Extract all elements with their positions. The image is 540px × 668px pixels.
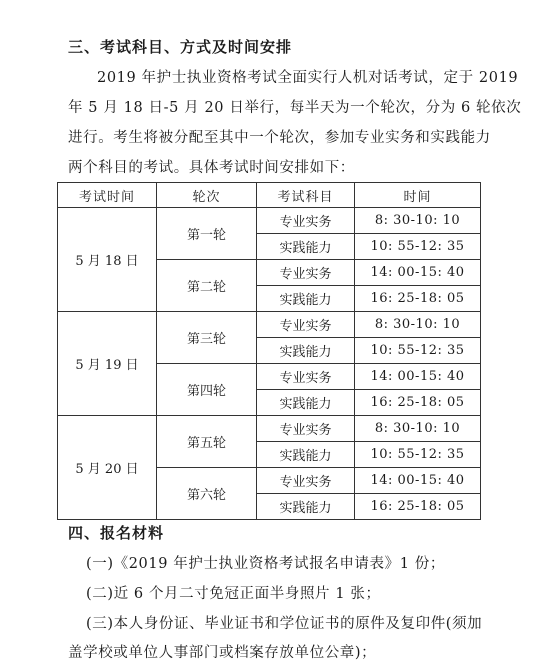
header-round: 轮次 [157,183,257,208]
paragraph-line: 年 5 月 18 日-5 月 20 日举行，每半天为一个轮次，分为 6 轮依次 [68,100,522,116]
subject-cell: 专业实务 [257,312,355,338]
round-cell: 第三轮 [157,312,257,364]
round-cell: 第六轮 [157,468,257,520]
subject-cell: 实践能力 [257,390,355,416]
round-cell: 第四轮 [157,364,257,416]
header-time: 时间 [355,183,481,208]
subject-cell: 专业实务 [257,364,355,390]
list-item: (二)近 6 个月二寸免冠正面半身照片 1 张； [86,586,381,602]
time-cell: 10: 55-12: 35 [355,442,481,468]
time-cell: 14: 00-15: 40 [355,364,481,390]
time-cell: 8: 30-10: 10 [355,208,481,234]
subject-cell: 实践能力 [257,234,355,260]
time-cell: 10: 55-12: 35 [355,338,481,364]
date-cell: 5 月 20 日 [58,416,157,520]
list-item: 盖学校或单位人事部门或档案存放单位公章)； [68,645,377,661]
subject-cell: 专业实务 [257,468,355,494]
subject-cell: 实践能力 [257,494,355,520]
round-cell: 第一轮 [157,208,257,260]
section4-heading: 四、报名材料 [68,524,165,542]
time-cell: 16: 25-18: 05 [355,286,481,312]
subject-cell: 专业实务 [257,416,355,442]
table-row [58,416,481,442]
paragraph-line: 两个科目的考试。具体考试时间安排如下： [68,160,355,176]
date-cell: 5 月 18 日 [58,208,157,312]
subject-cell: 实践能力 [257,338,355,364]
date-cell: 5 月 19 日 [58,312,157,416]
table-row [58,312,481,338]
subject-cell: 实践能力 [257,286,355,312]
header-exam-date: 考试时间 [58,183,157,208]
time-cell: 8: 30-10: 10 [355,416,481,442]
list-item: (一)《2019 年护士执业资格考试报名申请表》1 份； [86,556,445,572]
round-cell: 第二轮 [157,260,257,312]
paragraph-line: 进行。考生将被分配至其中一个轮次，参加专业实务和实践能力 [68,130,491,146]
paragraph-line: 2019 年护士执业资格考试全面实行人机对话考试，定于 2019 [97,70,519,86]
header-subject: 考试科目 [257,183,355,208]
list-item: (三)本人身份证、毕业证书和学位证书的原件及复印件(须加 [86,616,483,632]
subject-cell: 实践能力 [257,442,355,468]
subject-cell: 专业实务 [257,260,355,286]
exam-schedule-table [57,182,481,520]
time-cell: 8: 30-10: 10 [355,312,481,338]
time-cell: 16: 25-18: 05 [355,494,481,520]
round-cell: 第五轮 [157,416,257,468]
time-cell: 14: 00-15: 40 [355,260,481,286]
table-header-row [58,183,481,208]
section3-heading: 三、考试科目、方式及时间安排 [68,38,293,56]
time-cell: 16: 25-18: 05 [355,390,481,416]
time-cell: 14: 00-15: 40 [355,468,481,494]
table-row [58,208,481,234]
subject-cell: 专业实务 [257,208,355,234]
time-cell: 10: 55-12: 35 [355,234,481,260]
